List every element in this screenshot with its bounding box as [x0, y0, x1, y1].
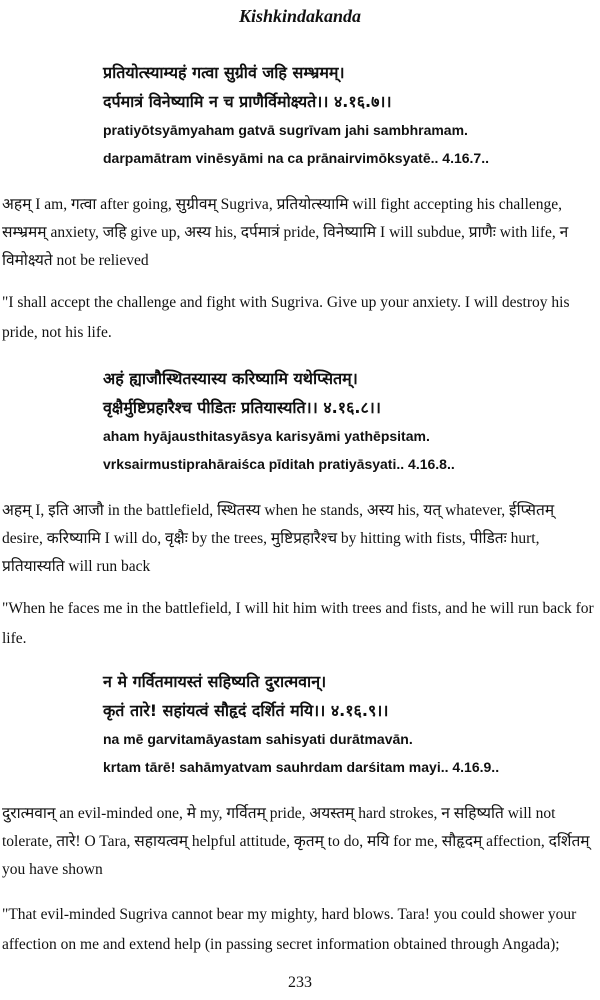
transliteration-line: pratiyōtsyāmyaham gatvā sugrīvam jahi sambhramam.	[103, 122, 468, 138]
word-gloss: दुरात्मवान् an evil-minded one, मे my, गर्वितम् pride, अयस्तम् hard strokes, न सहिष्यति will not tolerate, तारे! O Tara, सहायत्वम् helpful attitude, कृतम् to do, मयि for me, सौहृदम् affection, दर्शितम् you have shown	[2, 805, 590, 878]
sanskrit-verse-4-16-8	[103, 364, 573, 478]
devanagari-line: अहं ह्याजौस्थितस्यास्य करिष्यामि यथेप्सितम्।	[103, 369, 358, 388]
devanagari-line: प्रतियोत्स्याम्यहं गत्वा सुग्रीवं जहि सम्भ्रमम्।	[103, 63, 345, 82]
english-translation: "When he faces me in the battlefield, I will hit him with trees and fists, and he will run back for life.	[2, 600, 594, 647]
running-head: Kishkindakanda	[238, 6, 362, 26]
devanagari-line: न मे गर्वितमायस्तं सहिष्यति दुरात्मवान्।	[103, 672, 327, 691]
devanagari-line: वृक्षैर्मुष्टिप्रहारैश्च पीडितः प्रतियास्यति।। ४.१६.८।।	[103, 398, 381, 417]
page-number: 233	[288, 974, 312, 991]
sanskrit-verse-4-16-9	[103, 667, 573, 781]
english-translation: "I shall accept the challenge and fight with Sugriva. Give up your anxiety. I will destroy his pride, not his life.	[2, 294, 570, 341]
word-gloss: अहम् I am, गत्वा after going, सुग्रीवम् Sugriva, प्रतियोत्स्यामि will fight accepting his challenge, सम्भ्रमम् anxiety, जहि give up, अस्य his, दर्पमात्रं pride, विनेष्यामि I will subdue, प्राणैः with life, न विमोक्ष्यते not be relieved	[2, 196, 569, 269]
devanagari-line: दर्पमात्रं विनेष्यामि न च प्राणैर्विमोक्ष्यते।। ४.१६.७।।	[103, 92, 392, 111]
transliteration-line: darpamātram vinēsyāmi na ca prānairvimōksyatē.. 4.16.7..	[103, 150, 489, 166]
transliteration-line: aham hyājausthitasyāsya karisyāmi yathēpsitam.	[103, 428, 430, 444]
transliteration-line: na mē garvitamāyastam sahisyati durātmavān.	[103, 731, 413, 747]
transliteration-line: krtam tārē! sahāmyatvam sauhrdam darśitam mayi.. 4.16.9..	[103, 759, 500, 775]
devanagari-line: कृतं तारे! सहांयत्वं सौहृदं दर्शितं मयि।। ४.१६.९।।	[103, 701, 389, 720]
transliteration-line: vrksairmustiprahāraiśca pīditah pratiyāsyati.. 4.16.8..	[103, 456, 455, 472]
sanskrit-verse-4-16-7	[103, 58, 573, 172]
english-translation: "That evil-minded Sugriva cannot bear my mighty, hard blows. Tara! you could shower your affection on me and extend help (in passing secret information obtained through Angada);	[2, 906, 577, 953]
word-gloss: अहम् I, इति आजौ in the battlefield, स्थितस्य when he stands, अस्य his, यत् whatever, ईप्सितम् desire, करिष्यामि I will do, वृक्षैः by the trees, मुष्टिप्रहारैश्च by hitting with fists, पीडितः hurt, प्रतियास्यति will run back	[2, 502, 555, 575]
